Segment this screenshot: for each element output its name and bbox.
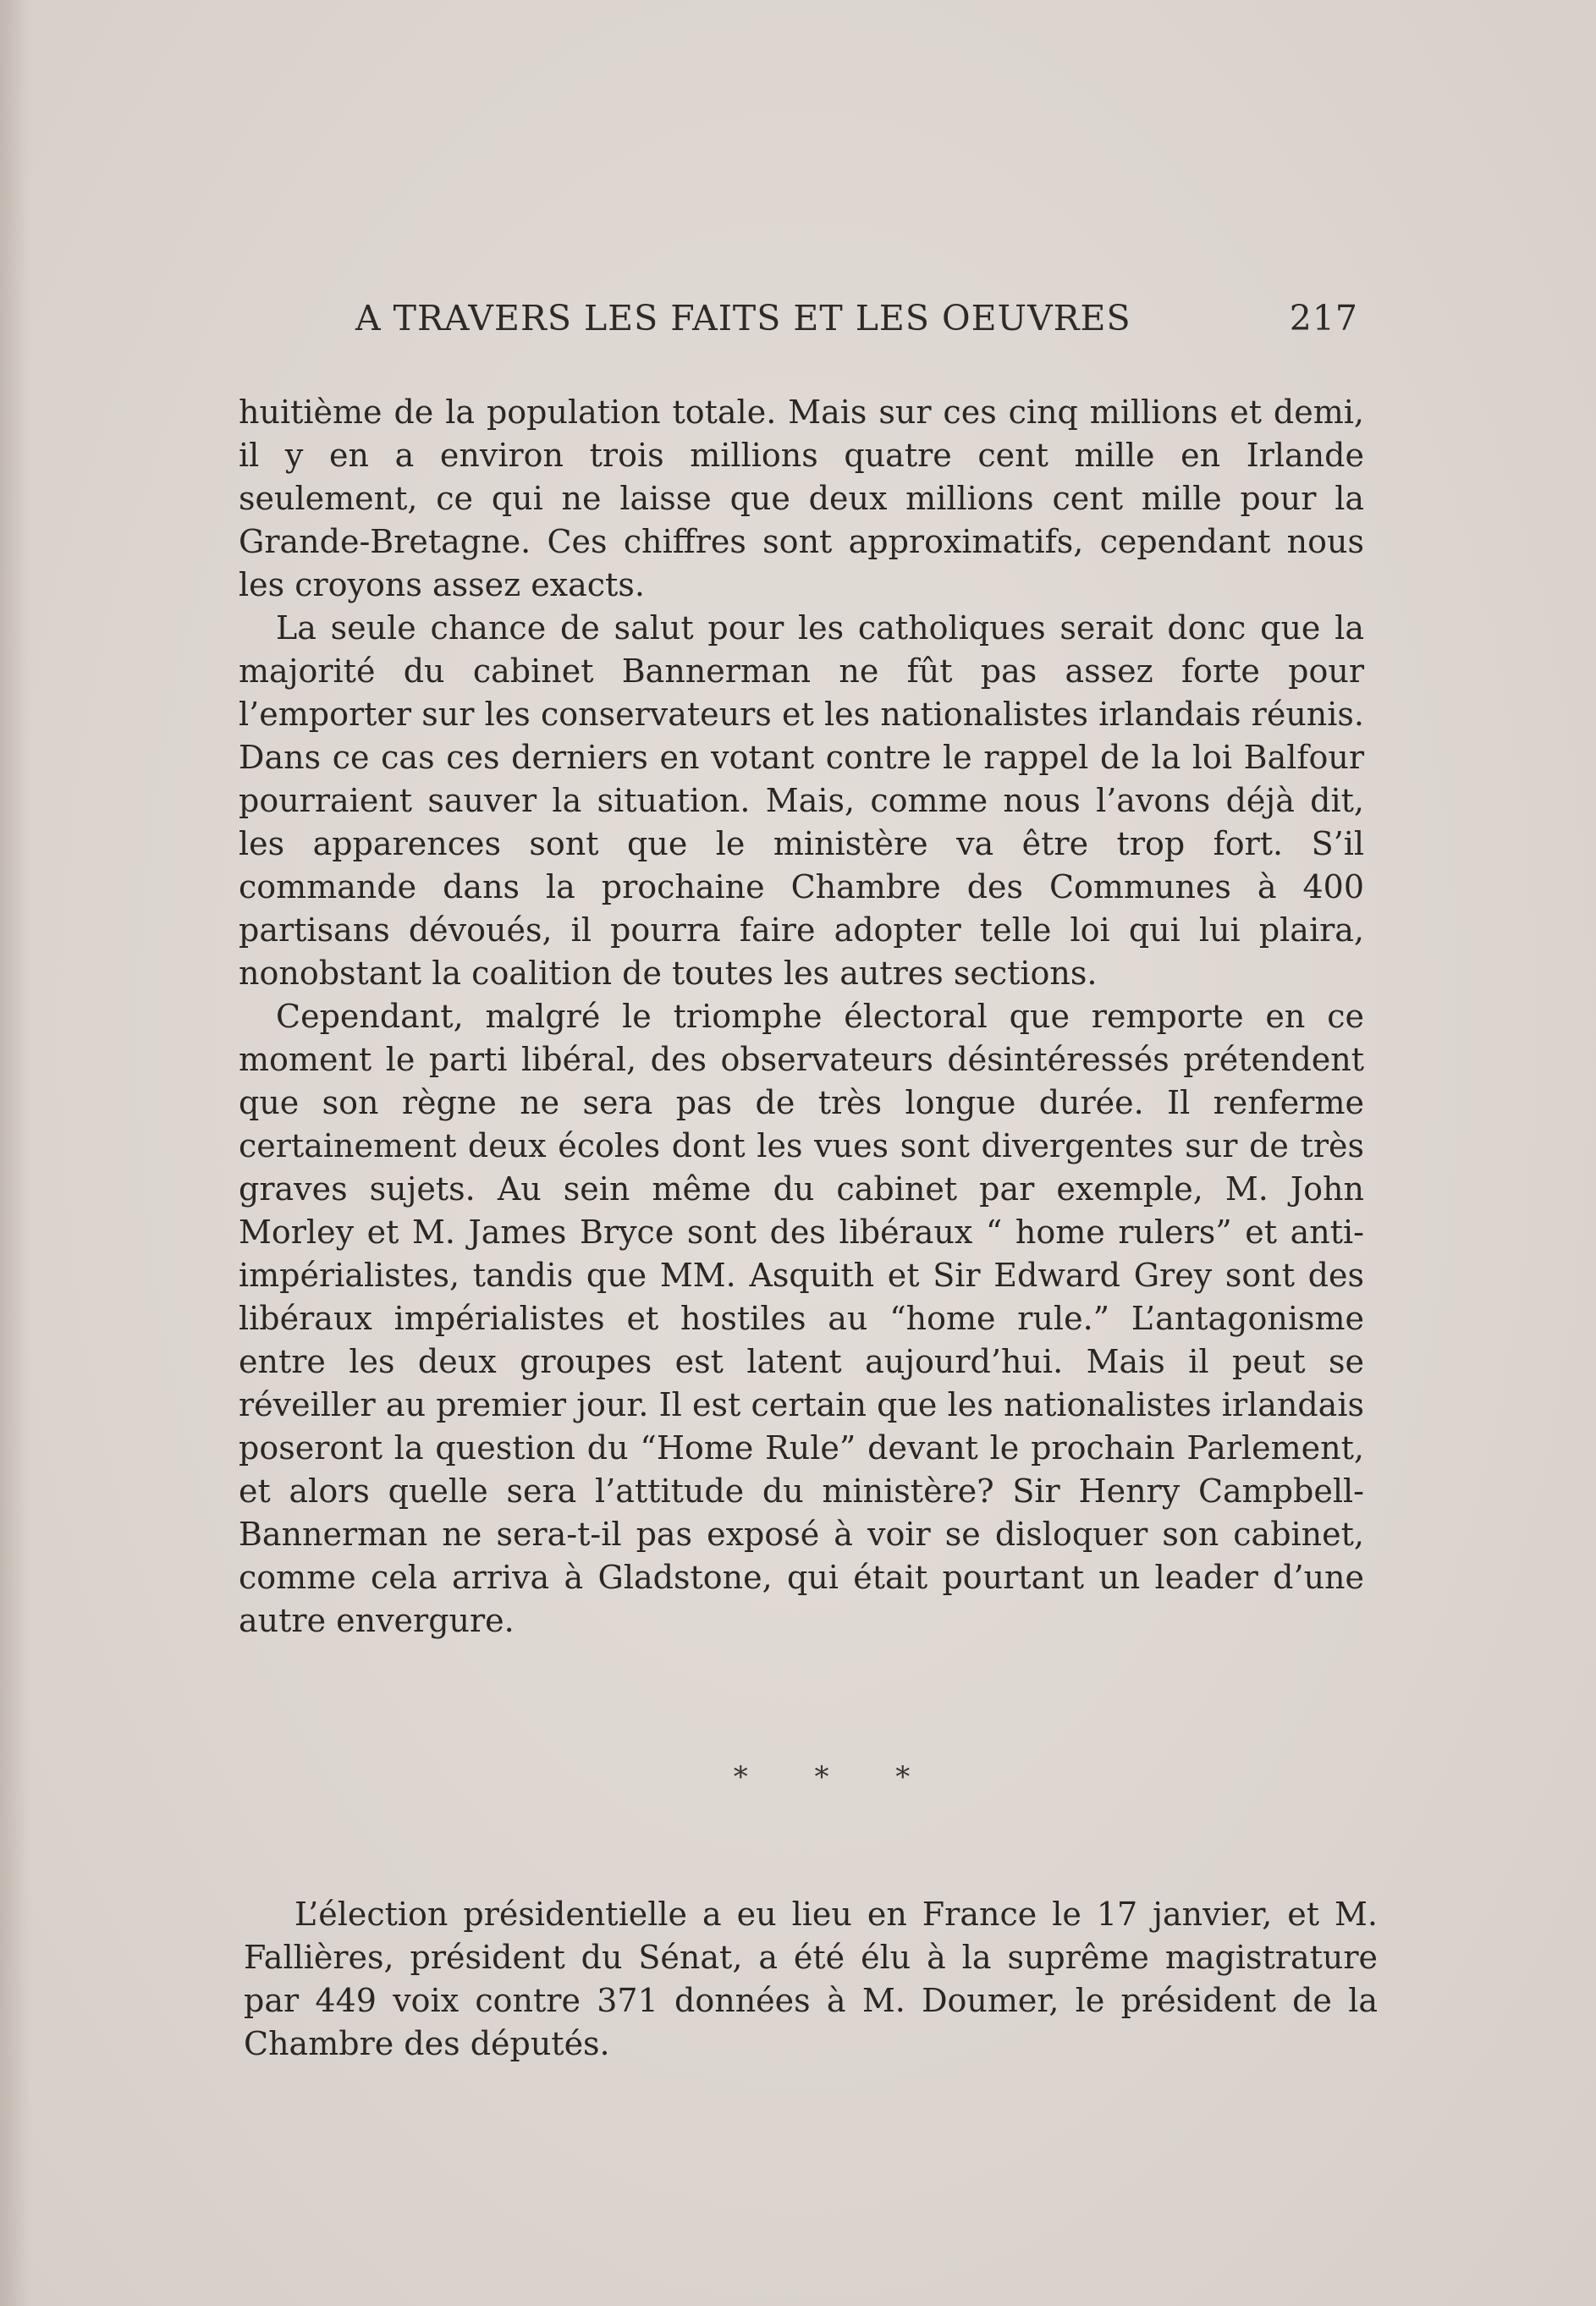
running-head-title: A TRAVERS LES FAITS ET LES OEUVRES [355, 298, 1131, 338]
final-section [244, 1893, 1378, 2066]
body-text [239, 391, 1364, 1643]
paragraph: L’élection présidentielle a eu lieu en France le 17 janvier, et M. Fallières, président du Sénat, a été élu à la suprême magistrature par 449 voix contre 371 données à M. Doumer, le président de la Chambre des députés. [244, 1896, 1378, 2062]
section-separator: * * * [733, 1760, 939, 1794]
page-number: 217 [1289, 298, 1358, 338]
paragraph: Cependant, malgré le triomphe électoral que remporte en ce moment le parti libéral, des observateurs désintéressés prétendent que son règne ne sera pas de très longue durée. Il renferme certainement deux écoles dont les vues sont divergentes sur de très graves sujets. Au sein même du cabinet par exemple, M. John Morley et M. James Bryce sont des libéraux “ home rulers” et anti-impérialistes, tandis que MM. Asquith et Sir Edward Grey sont des libéraux impérialistes et hostiles au “home rule.” L’antagonisme entre les deux groupes est latent aujourd’hui. Mais il peut se réveiller au premier jour. Il est certain que les nationalistes irlandais poseront la question du “Home Rule” devant le prochain Parlement, et alors quelle sera l’attitude du ministère? Sir Henry Campbell-Bannerman ne sera-t-il pas exposé à voir se disloquer son cabinet, comme cela arriva à Gladstone, qui était pourtant un leader d’une autre envergure. [239, 998, 1364, 1639]
paragraph: huitième de la population totale. Mais sur ces cinq millions et demi, il y en a environ trois millions quatre cent mille en Irlande seulement, ce qui ne laisse que deux millions cent mille pour la Grande-Bretagne. Ces chiffres sont approximatifs, cependant nous les croyons assez exacts. [239, 394, 1364, 603]
spine-shadow [0, 0, 30, 2306]
running-head [355, 298, 1358, 349]
paragraph: La seule chance de salut pour les catholiques serait donc que la majorité du cabinet Bannerman ne fût pas assez forte pour l’emporter sur les conservateurs et les nationalistes irlandais réunis. Dans ce cas ces derniers en votant contre le rappel de la loi Balfour pourraient sauver la situation. Mais, comme nous l’avons déjà dit, les apparences sont que le ministère va être trop fort. S’il commande dans la prochaine Chambre des Communes à 400 partisans dévoués, il pourra faire adopter telle loi qui lui plaira, nonobstant la coalition de toutes les autres sections. [239, 609, 1364, 992]
